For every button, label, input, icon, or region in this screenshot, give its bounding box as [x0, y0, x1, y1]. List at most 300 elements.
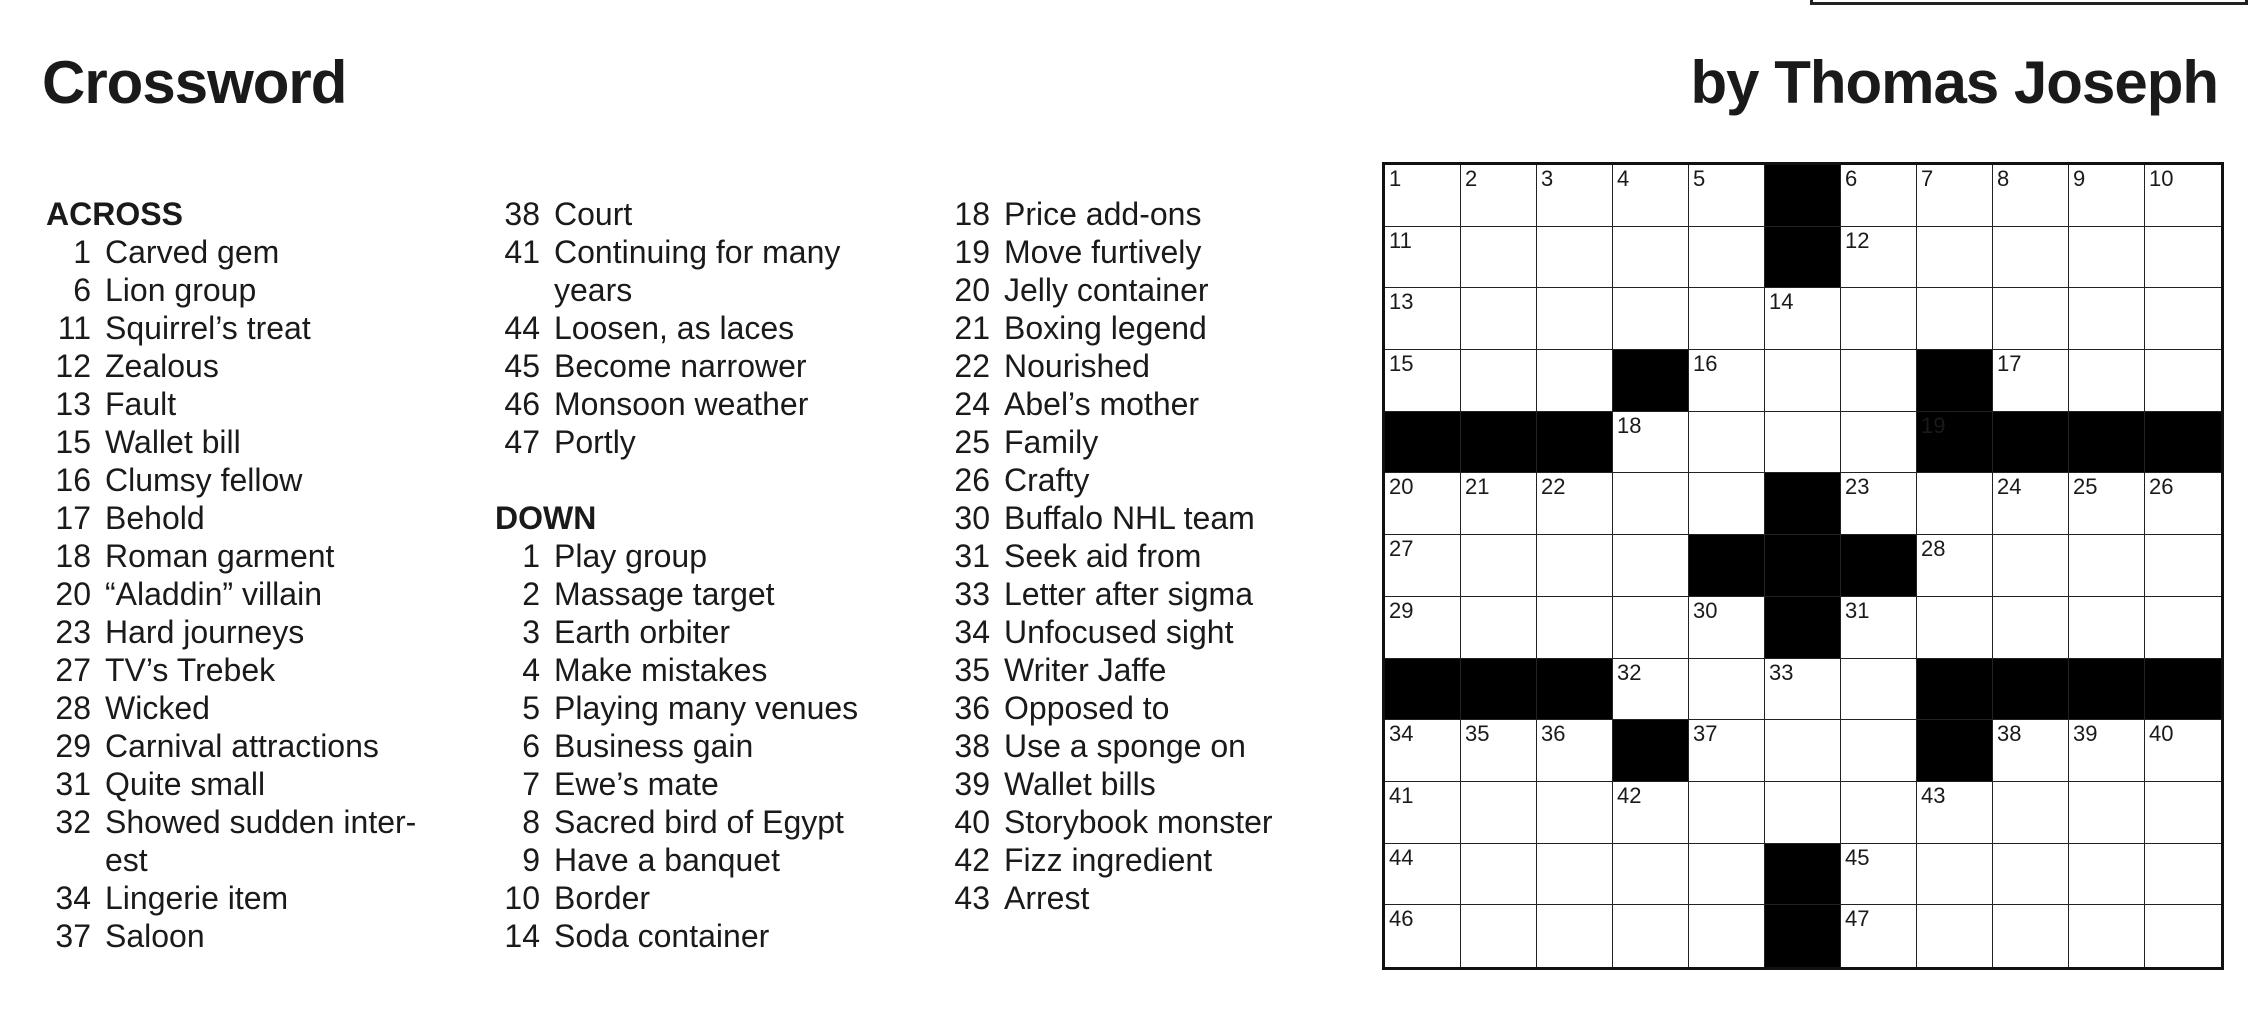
grid-cell[interactable]	[1689, 720, 1765, 782]
down-clue	[945, 727, 1344, 765]
clue-number: 25	[954, 424, 990, 460]
cell-number: 31	[1845, 597, 1870, 623]
clue-column-2	[495, 195, 894, 955]
cell-number: 13	[1389, 289, 1414, 315]
top-frame	[1810, 0, 2248, 5]
clue-text: Play group	[554, 538, 707, 574]
clue-text: Border	[554, 880, 651, 916]
down-clue	[945, 347, 1344, 385]
cell-number: 25	[2073, 474, 2098, 500]
black-square	[1765, 473, 1841, 535]
clue-number: 38	[504, 196, 540, 232]
across-clue	[46, 385, 445, 423]
clue-number: 22	[954, 348, 990, 384]
clue-number: 17	[55, 500, 91, 536]
cell-number: 21	[1465, 474, 1490, 500]
clue-text: Saloon	[105, 918, 205, 954]
grid-cell[interactable]	[1689, 782, 1765, 844]
clue-number: 24	[954, 386, 990, 422]
grid-cell[interactable]	[1841, 165, 1917, 227]
down-clue	[945, 689, 1344, 727]
across-clue	[46, 803, 445, 879]
clue-number: 31	[954, 538, 990, 574]
grid-cell[interactable]	[2145, 844, 2221, 906]
across-clue	[495, 309, 894, 347]
grid-cell[interactable]	[1765, 720, 1841, 782]
black-square	[1765, 905, 1841, 967]
cell-number: 5	[1693, 166, 1706, 191]
clue-number: 11	[57, 310, 91, 346]
grid-cell[interactable]	[2069, 535, 2145, 597]
grid-cell[interactable]	[1765, 412, 1841, 474]
clue-text: Loosen, as laces	[554, 310, 795, 346]
grid-cell[interactable]	[1917, 473, 1993, 535]
grid-cell[interactable]	[1613, 535, 1689, 597]
black-square	[1461, 659, 1537, 721]
across-clue	[46, 461, 445, 499]
grid-cell[interactable]	[1613, 165, 1689, 227]
grid-cell[interactable]	[1689, 227, 1765, 289]
down-clue	[945, 613, 1344, 651]
cell-number: 37	[1693, 721, 1718, 747]
black-square	[1385, 412, 1461, 474]
cell-number: 46	[1389, 906, 1414, 932]
down-clue	[945, 803, 1344, 841]
clue-text: TV’s Trebek	[105, 652, 276, 688]
clue-number: 38	[954, 728, 990, 764]
clue-number: 27	[55, 652, 91, 688]
grid-cell[interactable]	[1461, 597, 1537, 659]
grid-cell[interactable]	[1993, 288, 2069, 350]
grid-cell[interactable]	[1385, 350, 1461, 412]
grid-cell[interactable]	[2069, 165, 2145, 227]
grid-cell[interactable]	[1385, 535, 1461, 597]
grid-cell[interactable]	[1385, 782, 1461, 844]
grid-cell[interactable]	[1841, 720, 1917, 782]
grid-cell[interactable]	[1993, 720, 2069, 782]
cell-number: 8	[1997, 166, 2010, 191]
across-clue	[495, 233, 894, 309]
clue-column-1	[46, 195, 445, 955]
grid-cell[interactable]	[1765, 659, 1841, 721]
grid-cell[interactable]	[1537, 473, 1613, 535]
grid-cell[interactable]	[2145, 905, 2221, 967]
across-clue	[495, 195, 894, 233]
clue-text: Court	[554, 196, 633, 232]
grid-cell[interactable]	[1689, 165, 1765, 227]
clue-text: Nourished	[1004, 348, 1150, 384]
grid-cell[interactable]	[2069, 227, 2145, 289]
across-clue	[46, 765, 445, 803]
cell-number: 17	[1997, 351, 2022, 377]
grid-cell[interactable]	[2069, 844, 2145, 906]
black-square	[1765, 165, 1841, 227]
clue-number: 31	[55, 766, 91, 802]
clue-number: 33	[954, 576, 990, 612]
clue-text: Ewe’s mate	[554, 766, 719, 802]
page-title: Crossword	[42, 49, 347, 116]
grid-cell[interactable]	[1385, 227, 1461, 289]
down-clue	[495, 879, 894, 917]
clue-text: Wicked	[105, 690, 210, 726]
grid-cell[interactable]	[1993, 844, 2069, 906]
grid-cell[interactable]	[1537, 350, 1613, 412]
grid-cell[interactable]	[1537, 227, 1613, 289]
cell-number: 12	[1845, 227, 1870, 253]
black-square	[1841, 535, 1917, 597]
clue-number: 18	[954, 196, 990, 232]
clue-text: Writer Jaffe	[1004, 652, 1167, 688]
down-clue	[495, 613, 894, 651]
black-square	[1461, 412, 1537, 474]
down-clue	[495, 537, 894, 575]
black-square	[1917, 412, 1993, 474]
clue-text: Playing many venues	[554, 690, 859, 726]
grid-cell[interactable]	[2145, 720, 2221, 782]
cell-number: 45	[1845, 844, 1870, 870]
grid-cell[interactable]	[1537, 535, 1613, 597]
down-clue	[945, 575, 1344, 613]
black-square	[1613, 720, 1689, 782]
down-clue	[945, 385, 1344, 423]
down-clue	[945, 309, 1344, 347]
grid-cell[interactable]	[1537, 905, 1613, 967]
down-clue	[945, 271, 1344, 309]
grid-cell[interactable]	[1917, 844, 1993, 906]
grid-cell[interactable]	[2069, 288, 2145, 350]
clue-text: Jelly container	[1004, 272, 1209, 308]
grid-cell[interactable]	[2145, 288, 2221, 350]
grid-cell[interactable]	[1385, 288, 1461, 350]
across-clue	[495, 423, 894, 461]
down-clue	[945, 423, 1344, 461]
cell-number: 44	[1389, 844, 1414, 870]
down-clue	[495, 841, 894, 879]
cell-number: 35	[1465, 721, 1490, 747]
cell-number: 11	[1389, 227, 1412, 253]
clue-number: 9	[522, 842, 540, 878]
grid-cell[interactable]	[2069, 905, 2145, 967]
black-square	[1917, 350, 1993, 412]
black-square	[1765, 535, 1841, 597]
grid-cell[interactable]	[1613, 288, 1689, 350]
grid-cell[interactable]	[1917, 288, 1993, 350]
grid-cell[interactable]	[1841, 288, 1917, 350]
clue-number: 45	[504, 348, 540, 384]
grid-cell[interactable]	[1993, 782, 2069, 844]
grid-cell[interactable]	[2069, 350, 2145, 412]
grid-cell[interactable]	[1689, 905, 1765, 967]
grid-cell[interactable]	[1917, 535, 1993, 597]
grid-cell[interactable]	[2145, 350, 2221, 412]
grid-cell[interactable]	[1689, 597, 1765, 659]
grid-cell[interactable]	[1765, 288, 1841, 350]
grid-cell[interactable]	[1537, 288, 1613, 350]
down-clue	[495, 651, 894, 689]
black-square	[1537, 659, 1613, 721]
clue-text: Showed sudden inter-est	[105, 804, 417, 878]
grid-cell[interactable]	[1765, 782, 1841, 844]
clue-text: Carnival attractions	[105, 728, 379, 764]
grid-cell[interactable]	[2145, 535, 2221, 597]
clue-text: Massage target	[554, 576, 775, 612]
crossword-grid	[1382, 162, 2224, 970]
down-clue	[495, 575, 894, 613]
grid-cell[interactable]	[1841, 412, 1917, 474]
black-square	[1917, 659, 1993, 721]
cell-number: 18	[1617, 412, 1642, 438]
grid-cell[interactable]	[1461, 473, 1537, 535]
clue-text: Buffalo NHL team	[1004, 500, 1255, 536]
grid-cell[interactable]	[1461, 350, 1537, 412]
clue-text: “Aladdin” villain	[105, 576, 322, 612]
black-square	[2145, 659, 2221, 721]
across-clue	[46, 613, 445, 651]
grid-cell[interactable]	[1993, 165, 2069, 227]
clue-text: Abel’s mother	[1004, 386, 1200, 422]
grid-cell[interactable]	[1461, 905, 1537, 967]
grid-cell[interactable]	[1841, 227, 1917, 289]
cell-number: 28	[1921, 536, 1946, 562]
clue-text: Opposed to	[1004, 690, 1170, 726]
grid-cell[interactable]	[1993, 473, 2069, 535]
grid-cell[interactable]	[1537, 165, 1613, 227]
across-clue	[46, 499, 445, 537]
clue-number: 16	[55, 462, 91, 498]
across-clue	[46, 233, 445, 271]
grid-cell[interactable]	[1613, 597, 1689, 659]
clue-number: 32	[55, 804, 91, 840]
cell-number: 3	[1541, 166, 1554, 191]
cell-number: 10	[2149, 166, 2174, 191]
across-clue	[46, 347, 445, 385]
across-clue	[495, 385, 894, 423]
grid-cell[interactable]	[1385, 720, 1461, 782]
clue-text: Monsoon weather	[554, 386, 809, 422]
black-square	[1537, 412, 1613, 474]
grid-cell[interactable]	[1841, 844, 1917, 906]
grid-cell[interactable]	[1537, 720, 1613, 782]
cell-number: 29	[1389, 597, 1414, 623]
grid-cell[interactable]	[1613, 412, 1689, 474]
clue-text: Lingerie item	[105, 880, 289, 916]
clue-text: Squirrel’s treat	[105, 310, 311, 346]
clue-number: 36	[954, 690, 990, 726]
down-clue	[495, 917, 894, 955]
clue-number: 4	[522, 652, 540, 688]
clue-number: 20	[55, 576, 91, 612]
grid-cell[interactable]	[1841, 597, 1917, 659]
clue-number: 21	[954, 310, 990, 346]
cell-number: 23	[1845, 474, 1870, 500]
clue-number: 7	[522, 766, 540, 802]
grid-cell[interactable]	[1613, 473, 1689, 535]
across-clue	[46, 689, 445, 727]
clue-text: Move furtively	[1004, 234, 1202, 270]
clue-text: Hard journeys	[105, 614, 305, 650]
black-square	[1917, 720, 1993, 782]
cell-number: 4	[1617, 166, 1630, 191]
grid-cell[interactable]	[1613, 905, 1689, 967]
down-clue	[945, 651, 1344, 689]
grid-cell[interactable]	[1461, 288, 1537, 350]
clue-text: Lion group	[105, 272, 257, 308]
grid-cell[interactable]	[1841, 473, 1917, 535]
grid-cell[interactable]	[1765, 350, 1841, 412]
clue-text: Fizz ingredient	[1004, 842, 1213, 878]
clue-text: Zealous	[105, 348, 219, 384]
grid-cell[interactable]	[1385, 597, 1461, 659]
black-square	[1993, 412, 2069, 474]
clue-text: Continuing for many years	[554, 234, 841, 308]
clue-number: 6	[522, 728, 540, 764]
clue-number: 40	[954, 804, 990, 840]
grid-cell[interactable]	[1993, 350, 2069, 412]
clue-text: Seek aid from	[1004, 538, 1202, 574]
down-clue	[495, 689, 894, 727]
cell-number: 22	[1541, 474, 1566, 500]
clue-number: 15	[55, 424, 91, 460]
grid-cell[interactable]	[1689, 412, 1765, 474]
grid-cell[interactable]	[1461, 535, 1537, 597]
black-square	[1765, 844, 1841, 906]
grid-cell[interactable]	[2145, 165, 2221, 227]
cell-number: 19	[1921, 412, 1946, 438]
clue-text: Wallet bill	[105, 424, 241, 460]
clue-number: 8	[522, 804, 540, 840]
grid-cell[interactable]	[1917, 905, 1993, 967]
across-clue	[46, 917, 445, 955]
grid-cell[interactable]	[1385, 844, 1461, 906]
black-square	[1765, 227, 1841, 289]
grid-cell[interactable]	[1917, 782, 1993, 844]
black-square	[1993, 659, 2069, 721]
clue-text: Crafty	[1004, 462, 1090, 498]
grid-cell[interactable]	[1537, 597, 1613, 659]
grid-cell[interactable]	[1613, 844, 1689, 906]
cell-number: 16	[1693, 351, 1718, 377]
clue-text: Behold	[105, 500, 205, 536]
grid-cell[interactable]	[1613, 782, 1689, 844]
grid-cell[interactable]	[1461, 844, 1537, 906]
grid-cell[interactable]	[1689, 659, 1765, 721]
clue-text: Quite small	[105, 766, 266, 802]
down-clue	[945, 499, 1344, 537]
clue-number: 41	[504, 234, 540, 270]
clue-number: 20	[954, 272, 990, 308]
grid-cell[interactable]	[1613, 227, 1689, 289]
grid-cell[interactable]	[2145, 227, 2221, 289]
grid-cell[interactable]	[1993, 905, 2069, 967]
cell-number: 14	[1769, 289, 1794, 315]
grid-cell[interactable]	[1993, 227, 2069, 289]
clue-number: 28	[55, 690, 91, 726]
cell-number: 40	[2149, 721, 2174, 747]
grid-cell[interactable]	[1461, 720, 1537, 782]
cell-number: 36	[1541, 721, 1566, 747]
grid-cell[interactable]	[2145, 782, 2221, 844]
grid-cell[interactable]	[1461, 165, 1537, 227]
grid-cell[interactable]	[1993, 597, 2069, 659]
grid-cell[interactable]	[1917, 597, 1993, 659]
down-heading: DOWN	[495, 500, 597, 536]
grid-cell[interactable]	[1689, 350, 1765, 412]
grid-cell[interactable]	[1689, 844, 1765, 906]
clue-text: Become narrower	[554, 348, 807, 384]
across-clue	[46, 309, 445, 347]
grid-cell[interactable]	[2145, 597, 2221, 659]
cell-number: 43	[1921, 782, 1946, 808]
cell-number: 24	[1997, 474, 2022, 500]
grid-cell[interactable]	[1613, 659, 1689, 721]
grid-cell[interactable]	[2145, 473, 2221, 535]
grid-cell[interactable]	[2069, 720, 2145, 782]
clue-number: 39	[954, 766, 990, 802]
grid-cell[interactable]	[1917, 227, 1993, 289]
down-clue	[945, 461, 1344, 499]
grid-cell[interactable]	[1385, 165, 1461, 227]
cell-number: 30	[1693, 597, 1718, 623]
grid-cell[interactable]	[1461, 227, 1537, 289]
clue-number: 23	[55, 614, 91, 650]
down-clue	[945, 537, 1344, 575]
black-square	[1765, 597, 1841, 659]
cell-number: 15	[1389, 351, 1414, 377]
clue-number: 34	[55, 880, 91, 916]
grid-cell[interactable]	[1917, 165, 1993, 227]
across-clue	[46, 271, 445, 309]
grid-cell[interactable]	[1841, 782, 1917, 844]
clue-number: 30	[954, 500, 990, 536]
clue-number: 13	[55, 386, 91, 422]
clue-text: Business gain	[554, 728, 754, 764]
clue-text: Roman garment	[105, 538, 335, 574]
clue-text: Wallet bills	[1004, 766, 1156, 802]
down-clue	[945, 765, 1344, 803]
black-square	[1689, 535, 1765, 597]
grid-cell[interactable]	[1385, 473, 1461, 535]
clue-text: Make mistakes	[554, 652, 768, 688]
grid-cell[interactable]	[1537, 782, 1613, 844]
down-clue	[495, 765, 894, 803]
grid-cell[interactable]	[2069, 597, 2145, 659]
clue-text: Storybook monster	[1004, 804, 1273, 840]
across-heading: ACROSS	[46, 196, 183, 232]
black-square	[2069, 412, 2145, 474]
grid-cell[interactable]	[1993, 535, 2069, 597]
clue-text: Carved gem	[105, 234, 280, 270]
grid-cell[interactable]	[1841, 905, 1917, 967]
grid-cell[interactable]	[1689, 288, 1765, 350]
cell-number: 1	[1389, 166, 1402, 191]
grid-cell[interactable]	[1689, 473, 1765, 535]
cell-number: 34	[1389, 721, 1414, 747]
grid-cell[interactable]	[1841, 659, 1917, 721]
down-clue	[495, 803, 894, 841]
grid-cell[interactable]	[1461, 782, 1537, 844]
grid-cell[interactable]	[2069, 473, 2145, 535]
clue-number: 3	[522, 614, 540, 650]
cell-number: 42	[1617, 782, 1642, 808]
clue-number: 47	[504, 424, 540, 460]
grid-cell[interactable]	[1537, 844, 1613, 906]
clue-number: 1	[73, 234, 91, 270]
grid-cell[interactable]	[2069, 782, 2145, 844]
grid-cell[interactable]	[1841, 350, 1917, 412]
cell-number: 32	[1617, 659, 1642, 685]
clue-text: Clumsy fellow	[105, 462, 303, 498]
grid-cell[interactable]	[1385, 905, 1461, 967]
